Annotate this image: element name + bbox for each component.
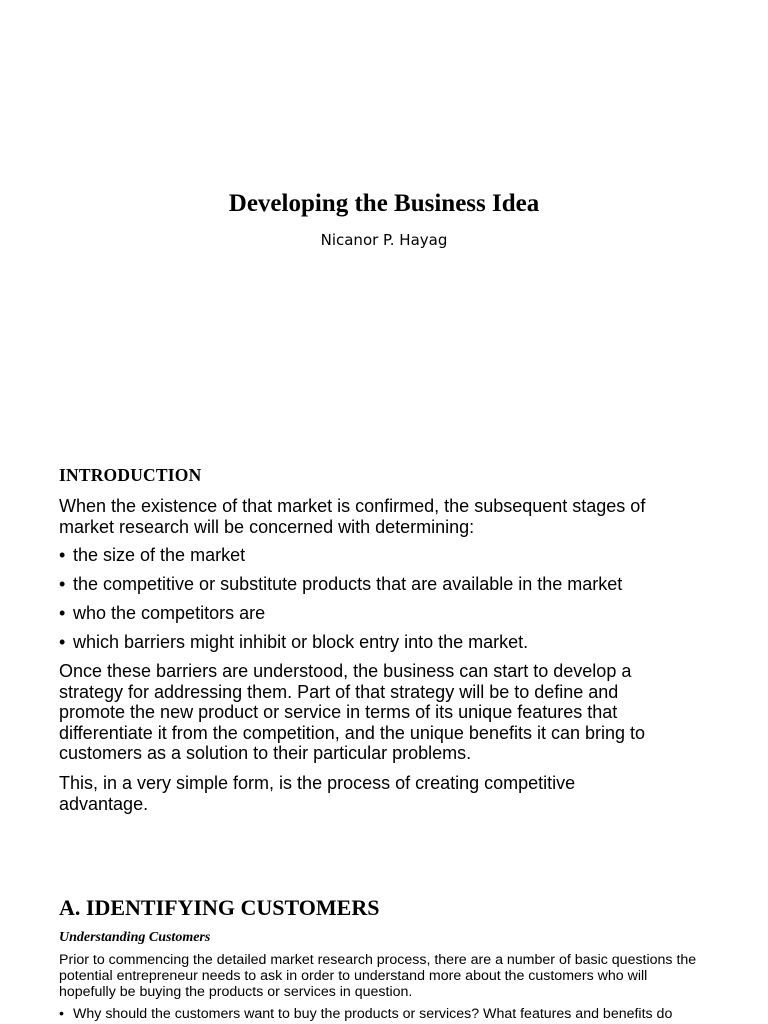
text-line: Once these barriers are understood, the business can start to develop a xyxy=(59,661,632,681)
list-item xyxy=(59,1006,719,1022)
text-line: hopefully be buying the products or services in question. xyxy=(59,984,413,1000)
list-item xyxy=(59,632,719,653)
introduction-paragraph xyxy=(59,496,719,537)
introduction-bullet-list xyxy=(59,545,719,661)
bullet-icon: • xyxy=(59,545,66,565)
list-item-text: which barriers might inhibit or block entry into the market. xyxy=(73,632,529,653)
text-line: When the existence of that market is confirmed, the subsequent stages of xyxy=(59,496,646,516)
understanding-customers-subheading: Understanding Customers xyxy=(59,930,211,945)
bullet-icon: • xyxy=(59,632,66,653)
list-item-text: Why should the customers want to buy the products or services? What features and benefits do xyxy=(73,1006,673,1022)
barriers-paragraph xyxy=(59,661,719,764)
section-a-heading: A. IDENTIFYING CUSTOMERS xyxy=(59,895,380,920)
list-item-text: the size of the market xyxy=(73,545,246,565)
bullet-icon: • xyxy=(59,603,66,624)
list-item xyxy=(59,545,719,566)
list-item-text: the competitive or substitute products that are available in the market xyxy=(73,574,623,595)
text-line: advantage. xyxy=(59,793,149,814)
text-line: differentiate it from the competition, and the unique benefits it can bring to xyxy=(59,722,646,743)
text-line: Prior to commencing the detailed market research process, there are a number of basic questions the xyxy=(59,952,697,968)
text-line: customers as a solution to their particular problems. xyxy=(59,743,472,764)
list-item-text: who the competitors are xyxy=(73,603,266,624)
document-author: Nicanor P. Hayag xyxy=(320,231,448,249)
text-line: This, in a very simple form, is the process of creating competitive xyxy=(59,773,576,793)
bullet-icon: • xyxy=(59,574,66,595)
bullet-icon: • xyxy=(59,1006,64,1022)
text-line: strategy for addressing them. Part of that strategy will be to define and xyxy=(59,681,619,702)
text-line: potential entrepreneur needs to ask in order to understand more about the customers who will xyxy=(59,968,648,984)
competitive-advantage-paragraph xyxy=(59,773,719,814)
list-item xyxy=(59,574,719,595)
text-line: promote the new product or service in terms of its unique features that xyxy=(59,702,618,723)
document-title: Developing the Business Idea xyxy=(228,190,540,217)
understanding-customers-paragraph xyxy=(59,952,719,1000)
list-item xyxy=(59,603,719,624)
introduction-heading: INTRODUCTION xyxy=(59,465,202,485)
text-line: market research will be concerned with determining: xyxy=(59,516,475,537)
